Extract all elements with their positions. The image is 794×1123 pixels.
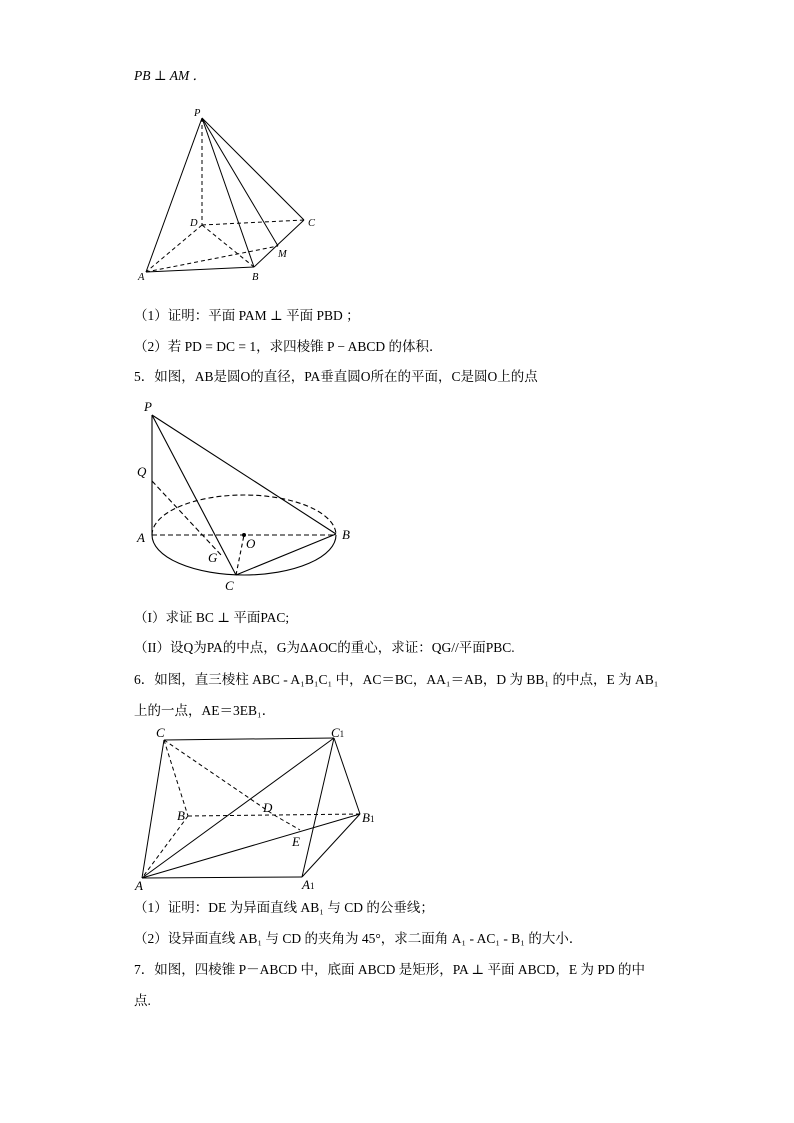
label-c: C	[156, 725, 165, 740]
figure-prism	[130, 722, 390, 894]
text-line-pb-am: PB ⊥ AM ．	[134, 68, 207, 83]
label-c: C	[225, 578, 234, 593]
label-p: P	[194, 108, 201, 119]
label-a: A	[138, 272, 145, 283]
label-p: P	[144, 399, 152, 414]
text-line-5ii: （II）设Q为PA的中点，G为ΔAOC的重心，求证：QG//平面PBC.	[134, 640, 515, 655]
figure-pyramid-pabcd	[130, 104, 330, 289]
label-c1: C1	[331, 725, 345, 740]
text-line-problem5: 5．如图，AB是圆O的直径，PA垂直圆O所在的平面，C是圆O上的点	[134, 369, 538, 384]
label-a: A	[135, 878, 143, 893]
text-line-problem6b: 上的一点，AE＝3EB₁．	[134, 703, 276, 718]
label-m: M	[278, 249, 287, 260]
label-a1: A1	[302, 877, 315, 892]
text-line-problem7b: 点.	[134, 993, 151, 1008]
label-c: C	[308, 218, 316, 229]
label-d: D	[190, 218, 198, 229]
text-line-problem7: 7．如图，四棱锥 P－ABCD 中，底面 ABCD 是矩形，PA ⊥ 平面 ABCD，E 为 PD 的中	[134, 962, 646, 977]
label-a: A	[137, 530, 145, 545]
label-b: B	[177, 808, 185, 823]
text-line-6-2: （2）设异面直线 AB₁ 与 CD 的夹角为 45°，求二面角 A₁ - AC₁ - B₁ 的大小．	[134, 931, 583, 946]
label-b: B	[342, 527, 350, 542]
label-e: E	[292, 834, 300, 849]
text-line-q1: （1）证明：平面 PAM ⊥ 平面 PBD ；	[134, 308, 360, 323]
label-d: D	[263, 800, 273, 815]
label-b: B	[252, 272, 259, 283]
text-line-q2: （2）若 PD = DC = 1，求四棱锥 P − ABCD 的体积．	[134, 339, 443, 354]
label-q: Q	[137, 464, 147, 479]
text-line-5i: （I）求证 BC ⊥ 平面PAC;	[134, 610, 290, 625]
label-g: G	[208, 550, 218, 565]
text-line-problem6: 6．如图，直三棱柱 ABC - A₁B₁C₁ 中，AC＝BC，AA₁＝AB，D 为 BB₁ 的中点，E 为 AB₁	[134, 672, 659, 687]
label-b1: B1	[362, 810, 375, 825]
label-o: O	[246, 536, 256, 551]
text-line-6-1: （1）证明：DE 为异面直线 AB₁ 与 CD 的公垂线；	[134, 900, 434, 915]
figure-circle-o	[130, 396, 370, 596]
